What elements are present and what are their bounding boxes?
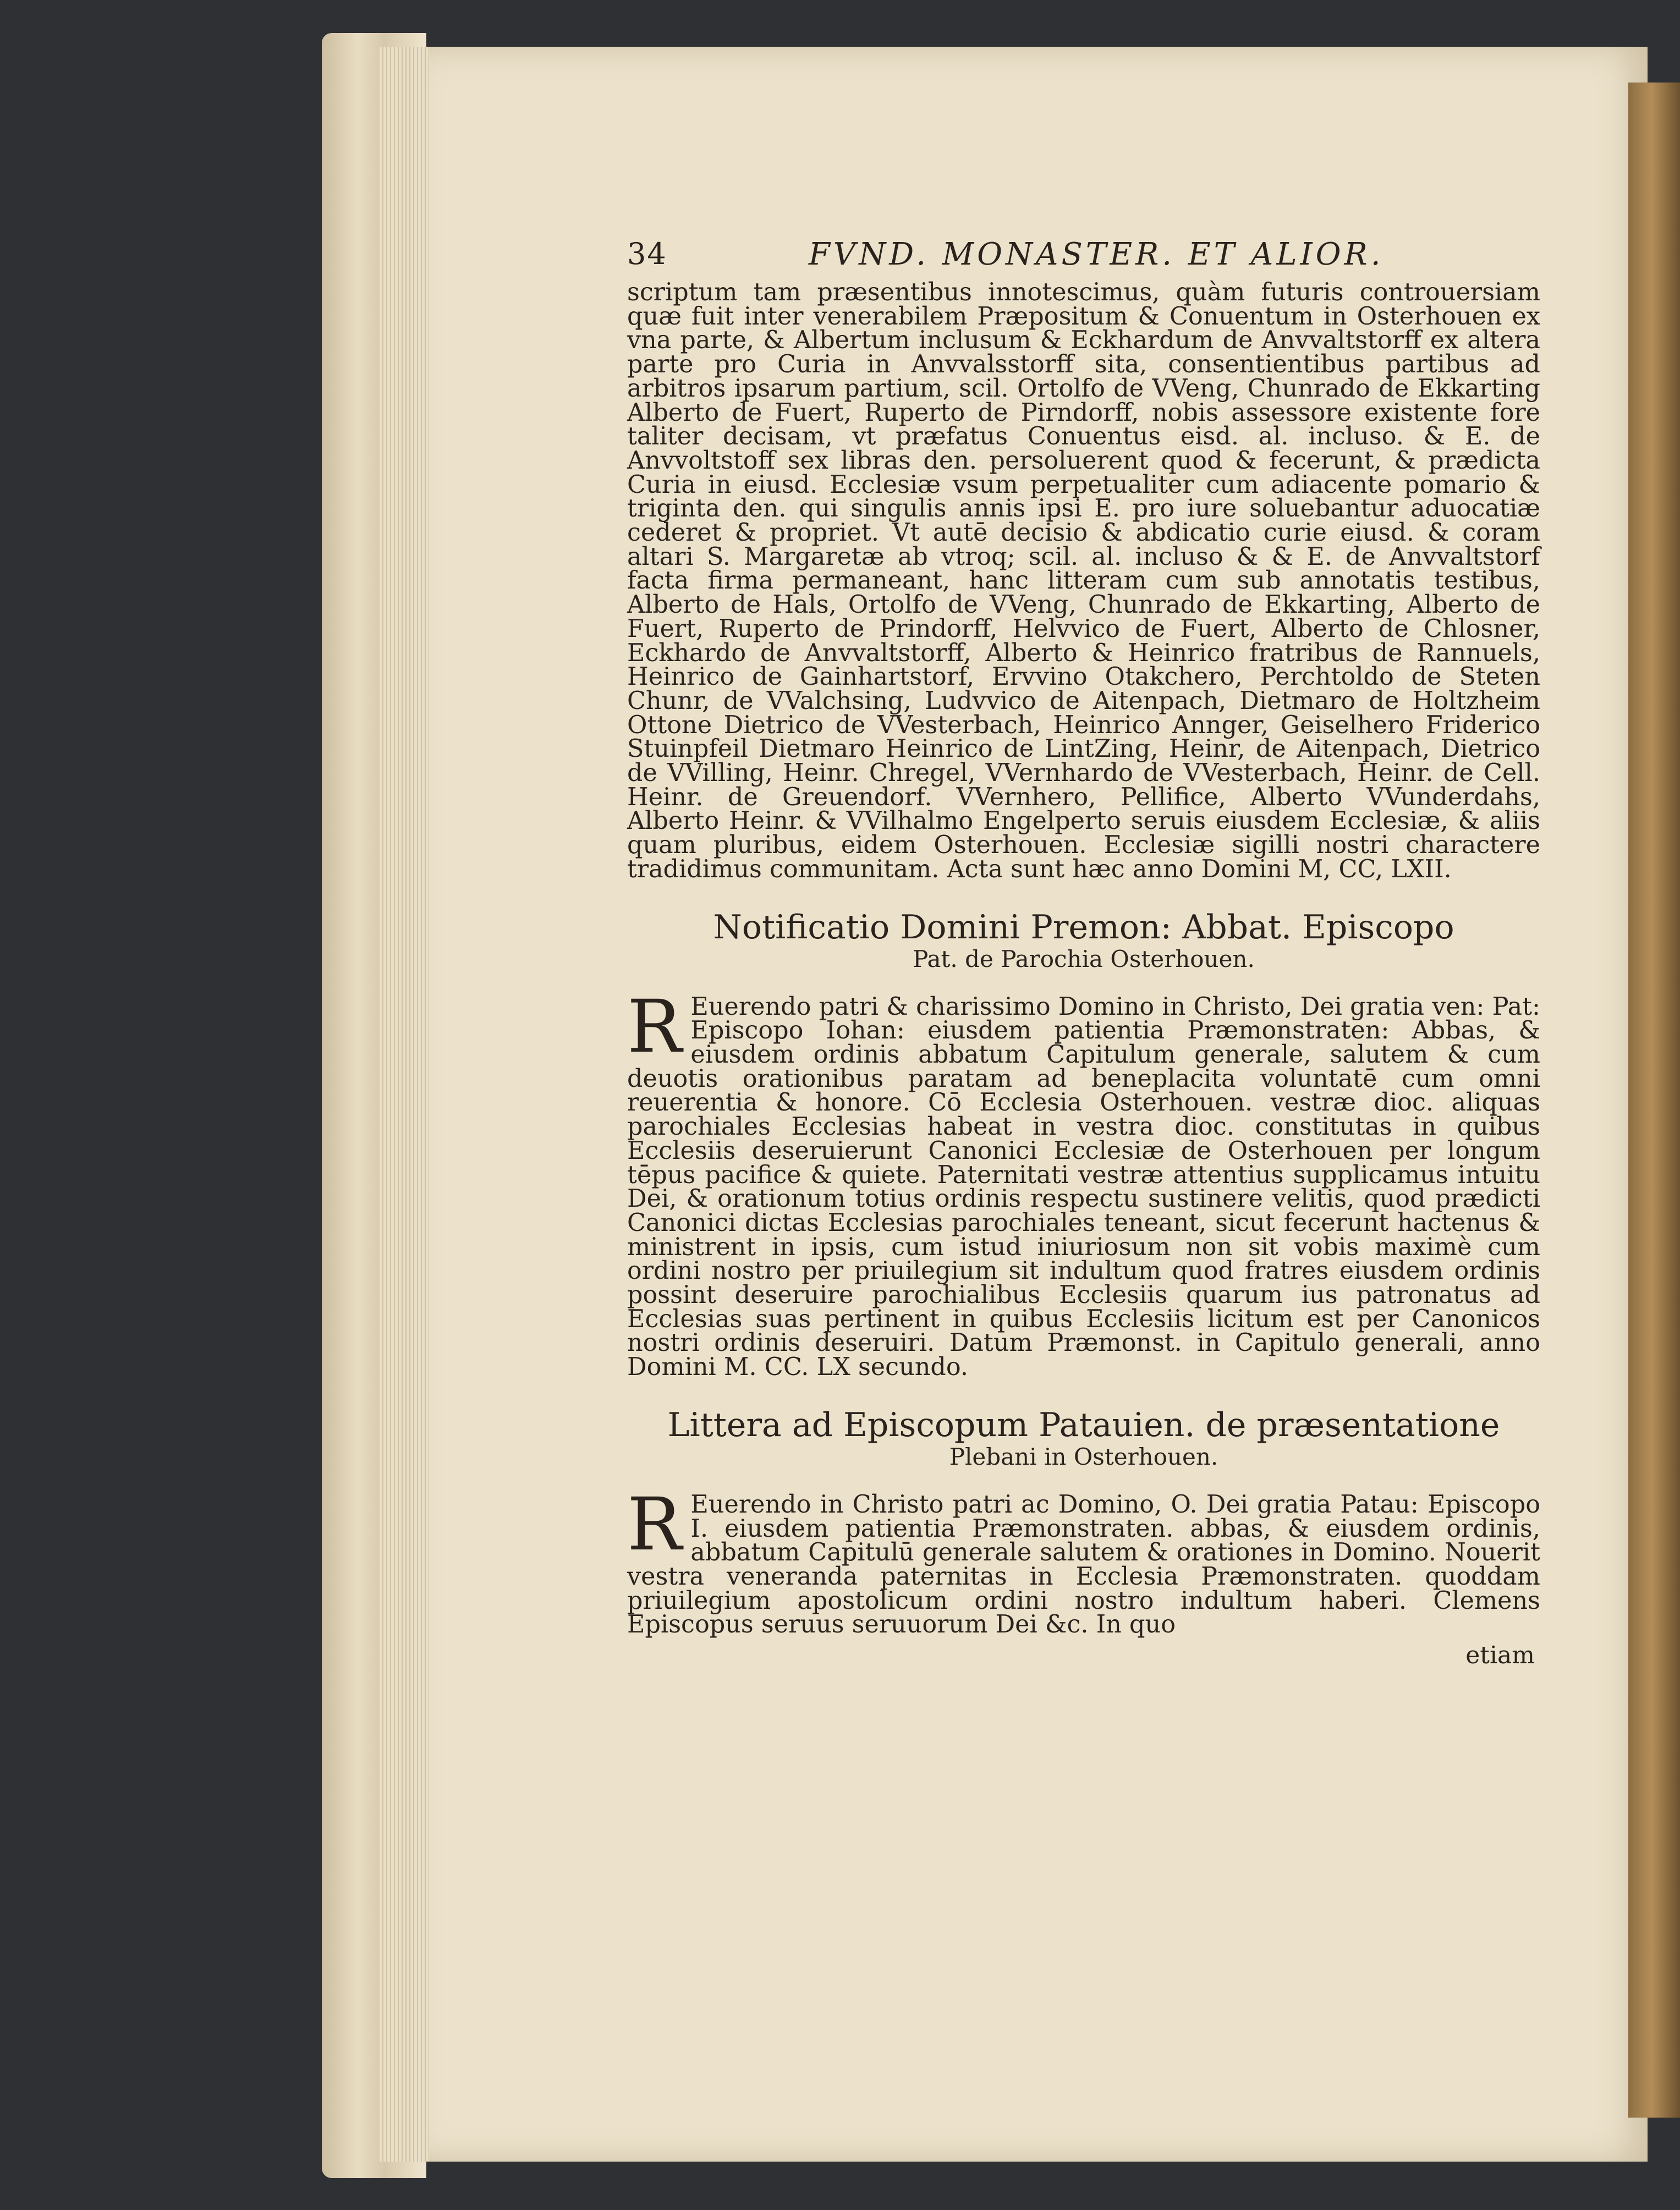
section-subtitle-littera: Plebani in Osterhouen. [949,1443,1218,1470]
paragraph-notificatio-text: Euerendo patri & charissimo Domino in Christo, Dei gratia ven: Pat: Episcopo Iohan: eiusdem patientia Præmonstraten: Abbas, & eiusdem ordinis abbatum Capitulum generale, salutem & cum deuotis orationibus paratam ad beneplacita voluntatē cum omni reuerentia & honore. Cō Ecclesia Osterhouen. vestræ dioc. aliquas parochiales Ecclesias habeat in vestra dioc. constitutas in quibus Ecclesiis deseruierunt Canonici Ecclesiæ de Osterhouen per longum tēpus pacifice & quiete. Paternitati vestræ attentius supplicamus intuitu Dei, & orationum totius ordinis respectu sustinere velitis, quod prædicti Canonici dictas Ecclesias parochiales teneant, sicut fecerunt hactenus & ministrent in ipsis, cum istud iniuriosum non sit vobis maximè cum ordini nostro per priuilegium sit indultum quod fratres eiusdem ordinis possint deseruire parochialibus Ecclesiis quarum ius patronatus ad Ecclesias suas pertinent in quibus Ecclesiis licitum est per Canonicos nostri ordinis deseruiri. Datum Præmonst. in Capitulo generali, anno Domini M. CC. LX secundo. [627,992,1540,1382]
page-stack-edge [380,47,429,2162]
section-subtitle-notificatio: Pat. de Parochia Osterhouen. [913,945,1255,972]
paragraph-littera-text: Euerendo in Christo patri ac Domino, O. Dei gratia Patau: Episcopo I. eiusdem patientia Præmonstraten. abbas, & eiusdem ordinis, abbatum Capitulū generale salutem & orationes in Domino. Nouerit vestra veneranda paternitas in Ecclesia Præmonstraten. quoddam priuilegium apostolicum ordini nostro indultum haberi. Clemens Episcopus seruus seruuorum Dei &c. In quo [627,1490,1540,1639]
running-title: FVND. MONASTER. ET ALIOR. [809,237,1384,272]
paragraph-deed: scriptum tam præsentibus innotescimus, quàm futuris controuersiam quæ fuit inter venerabilem Præpositum & Conuentum in Osterhouen ex vna parte, & Albertum inclusum & Eckhardum de Anvvaltstorff ex altera parte pro Curia in Anvvalsstorff sita, consentientibus partibus ad arbitros ipsarum partium, scil. Ortolfo de VVeng, Chunrado de Ekkarting Alberto de Fuert, Ruperto de Pirndorff, nobis assessore existente fore taliter decisam, vt præfatus Conuentus eisd. al. incluso. & E. de Anvvoltstoff sex libras den. persoluerent quod & fecerunt, & prædicta Curia in eiusd. Ecclesiæ vsum perpetualiter cum adiacente pomario & triginta den. qui singulis annis ipsi E. pro iure soluebantur aduocatiæ cederet & propriet. Vt autē decisio & abdicatio curie eiusd. & coram altari S. Margaretæ ab vtroq; scil. al. incluso & & E. de Anvvaltstorf facta firma permaneant, hanc litteram cum sub annotatis testibus, Alberto de Hals, Ortolfo de VVeng, Chunrado de Ekkarting, Alberto de Fuert, Ruperto de Prindorff, Helvvico de Fuert, Alberto de Chlosner, Eckhardo de Anvvaltstorff, Alberto & Heinrico fratribus de Rannuels, Heinrico de Gainhartstorf, Ervvino Otakchero, Perchtoldo de Steten Chunr, de VValchsing, Ludvvico de Aitenpach, Dietmaro de Holtzheim Ottone Dietrico de VVesterbach, Heinrico Annger, Geiselhero Friderico Stuinpfeil Dietmaro Heinrico de LintZing, Heinr, de Aitenpach, Dietrico de VVilling, Heinr. Chregel, VVernhardo de VVesterbach, Heinr. de Cell. Heinr. de Greuendorf. VVernhero, Pellifice, Alberto VVunderdahs, Alberto Heinr. & VVilhalmo Engelperto seruis eiusdem Ecclesiæ, & aliis quam pluribus, eidem Osterhouen. Ecclesiæ sigilli nostri charactere tradidimus communitam. Acta sunt hæc anno Domini M, CC, LXII. [627,278,1540,883]
catchword: etiam [1465,1641,1535,1670]
page-number: 34 [627,237,667,271]
paragraph-notificatio [627,984,1540,1382]
paragraph-littera [627,1482,1540,1639]
drop-cap: R [627,1482,682,1567]
text-block [627,231,1540,1669]
page-header [627,231,1540,281]
drop-cap: R [627,984,682,1069]
section-title-notificatio: Notificatio Domini Premon: Abbat. Episcopo [713,908,1454,947]
section-title-littera: Littera ad Episcopum Patauien. de præsentatione [667,1405,1500,1444]
book-gutter [1628,83,1680,2118]
